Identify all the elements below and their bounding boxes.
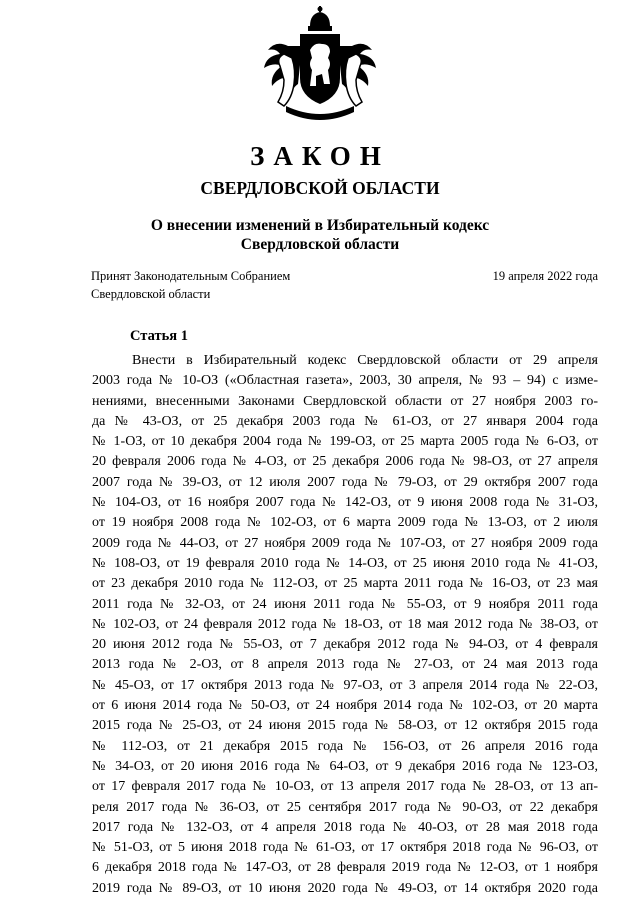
article-line: № 51-ОЗ, от 5 июня 2018 года № 61-ОЗ, от 17 октября 2018 года № 96-ОЗ, от [92, 840, 598, 856]
article-line: 2009 года № 44-ОЗ, от 27 ноября 2009 года № 107-ОЗ, от 27 ноября 2009 года [92, 535, 598, 551]
article-body [92, 351, 598, 899]
adoption-note [91, 267, 290, 303]
article-line: № 34-ОЗ, от 20 июня 2016 года № 64-ОЗ, от 9 декабря 2016 года № 123-ОЗ, [92, 758, 598, 774]
article-line: 6 декабря 2018 года № 147-ОЗ, от 28 февраля 2019 года № 12-ОЗ, от 1 ноября [92, 860, 598, 876]
article-line: 2003 года № 10-ОЗ («Областная газета», 2003, 30 апреля, № 93 – 94) с изме- [92, 373, 598, 389]
coat-of-arms-emblem [258, 6, 382, 124]
article-line: 2019 года № 89-ОЗ, от 10 июня 2020 года № 49-ОЗ, от 14 октября 2020 года [92, 880, 598, 896]
article-line: 2017 года № 132-ОЗ, от 4 апреля 2018 года № 40-ОЗ, от 28 мая 2018 года [92, 819, 598, 835]
article-line: 2013 года № 2-ОЗ, от 8 апреля 2013 года № 27-ОЗ, от 24 мая 2013 года [92, 657, 598, 673]
article-line: № 104-ОЗ, от 16 ноября 2007 года № 142-ОЗ, от 9 июня 2008 года № 31-ОЗ, [92, 495, 598, 511]
article-line: от 6 июня 2014 года № 50-ОЗ, от 24 ноября 2014 года № 102-ОЗ, от 20 марта [92, 698, 598, 714]
adoption-note-line: Принят Законодательным Собранием [91, 269, 291, 283]
article-line: № 102-ОЗ, от 24 февраля 2012 года № 18-ОЗ, от 18 мая 2012 года № 38-ОЗ, от [92, 616, 598, 632]
article-line: от 23 декабря 2010 года № 112-ОЗ, от 25 марта 2011 года № 16-ОЗ, от 23 мая [92, 576, 598, 592]
article-line: № 108-ОЗ, от 19 февраля 2010 года № 14-ОЗ, от 25 июня 2010 года № 41-ОЗ, [92, 555, 598, 571]
article-line: да № 43-ОЗ, от 25 декабря 2003 года № 61-ОЗ, от 27 января 2004 года [92, 413, 598, 429]
adoption-note-line: Свердловской области [91, 287, 211, 301]
article-line: Внести в Избирательный кодекс Свердловской области от 29 апреля [132, 353, 598, 368]
article-line: 20 февраля 2006 года № 4-ОЗ, от 25 декабря 2006 года № 98-ОЗ, от 27 апреля [92, 454, 598, 470]
law-title: ЗАКОН [250, 141, 390, 171]
article-line: 2015 года № 25-ОЗ, от 24 июня 2015 года № 58-ОЗ, от 12 октября 2015 года [92, 718, 598, 734]
law-heading [0, 216, 640, 254]
article-line: от 19 ноября 2008 года № 102-ОЗ, от 6 марта 2009 года № 13-ОЗ, от 2 июля [92, 515, 598, 531]
article-line: № 112-ОЗ, от 21 декабря 2015 года № 156-ОЗ, от 26 апреля 2016 года [92, 738, 598, 754]
law-region: СВЕРДЛОВСКОЙ ОБЛАСТИ [200, 178, 440, 198]
article-line: 2011 года № 32-ОЗ, от 24 июня 2011 года № 55-ОЗ, от 9 ноября 2011 года [92, 596, 598, 612]
article-line: № 1-ОЗ, от 10 декабря 2004 года № 199-ОЗ, от 25 марта 2005 года № 6-ОЗ, от [92, 434, 598, 450]
article-line: реля 2017 года № 36-ОЗ, от 25 сентября 2017 года № 90-ОЗ, от 22 декабря [92, 799, 598, 815]
article-line: 2007 года № 39-ОЗ, от 12 июля 2007 года № 79-ОЗ, от 29 октября 2007 года [92, 474, 598, 490]
article-title: Статья 1 [130, 328, 188, 344]
law-heading-line: Свердловской области [240, 236, 400, 253]
article-line: нениями, внесенными Законами Свердловской области от 27 ноября 2003 го- [92, 393, 598, 409]
article-line: 20 июня 2012 года № 55-ОЗ, от 7 декабря 2012 года № 94-ОЗ, от 4 февраля [92, 637, 598, 653]
law-heading-line: О внесении изменений в Избирательный кодекс [150, 217, 490, 234]
adoption-date: 19 апреля 2022 года [492, 269, 598, 283]
article-line: от 17 февраля 2017 года № 10-ОЗ, от 13 апреля 2017 года № 28-ОЗ, от 13 ап- [92, 779, 598, 795]
article-line: № 45-ОЗ, от 17 октября 2013 года № 97-ОЗ, от 3 апреля 2014 года № 22-ОЗ, [92, 677, 598, 693]
